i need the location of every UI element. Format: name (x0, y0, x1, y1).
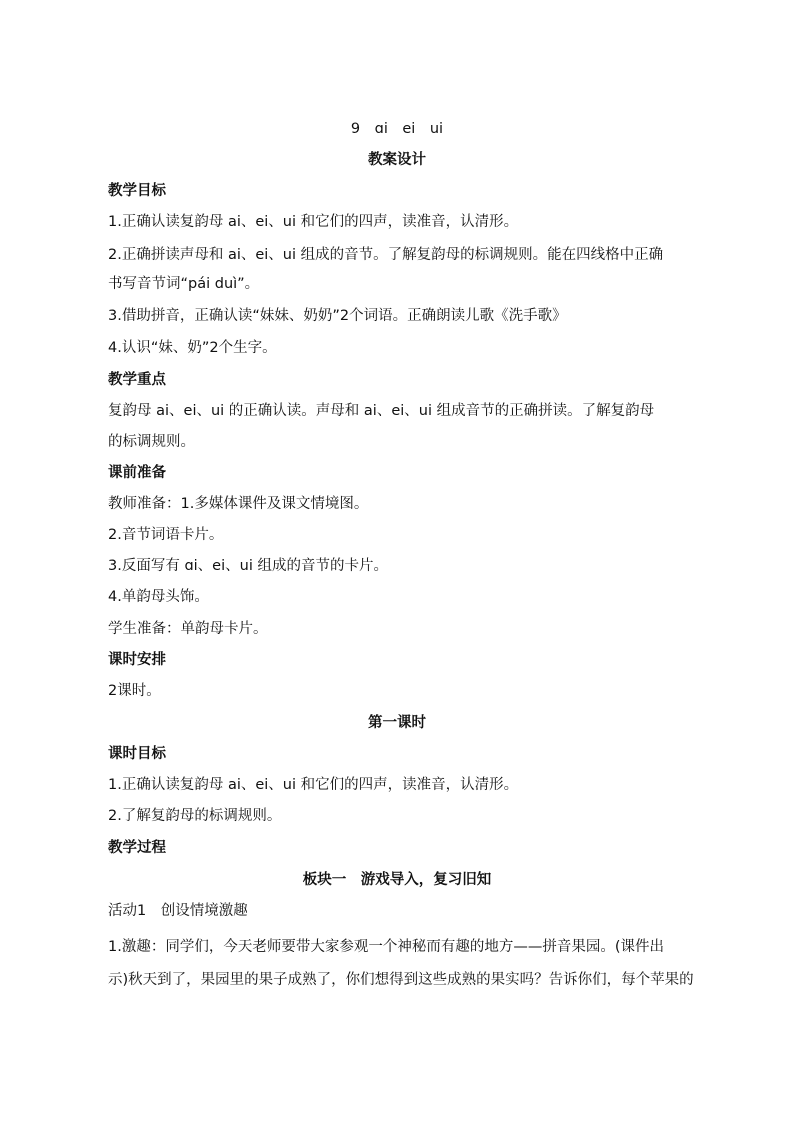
key-points-line-1: 复韵母 ai、ei、ui 的正确认读。声母和 ai、ei、ui 组成音节的正确拼读。了解复韵母 (108, 403, 655, 419)
heading-process: 教学过程 (108, 840, 166, 856)
heading-schedule: 课时安排 (108, 652, 166, 668)
goal-1: 1.正确认读复韵母 ai、ei、ui 和它们的四声，读准音，认清形。 (108, 214, 519, 230)
heading-key-points: 教学重点 (108, 372, 166, 388)
goal-3: 3.借助拼音，正确认读“妹妹、奶奶”2个词语。正确朗读儿歌《洗手歌》 (108, 308, 567, 324)
intro-line-2: 示)秋天到了，果园里的果子成熟了，你们想得到这些成熟的果实吗？告诉你们，每个苹果的 (108, 972, 694, 988)
key-points-line-2: 的标调规则。 (108, 434, 195, 450)
activity-one: 活动1 创设情境激趣 (108, 903, 248, 919)
heading-teaching-goals: 教学目标 (108, 183, 166, 199)
goal-4: 4.认识“妹、奶”2个生字。 (108, 340, 277, 356)
goal-2-line-1: 2.正确拼读声母和 ai、ei、ui 组成的音节。了解复韵母的标调规则。能在四线格中正确 (108, 247, 664, 263)
goal-2-line-2: 书写音节词“pái duì”。 (108, 276, 260, 292)
schedule-hours: 2课时。 (108, 683, 161, 699)
teacher-preparation: 教师准备：1.多媒体课件及课文情境图。 (108, 496, 369, 512)
intro-line-1: 1.激趣：同学们，今天老师要带大家参观一个神秘而有趣的地方——拼音果园。(课件出 (108, 939, 664, 955)
subtitle: 教案设计 (368, 152, 426, 168)
heading-lesson-goals: 课时目标 (108, 746, 166, 762)
lesson-title: 9 ɑi ei ui (350, 121, 444, 137)
preparation-3: 3.反面写有 ɑi、ei、ui 组成的音节的卡片。 (108, 558, 388, 574)
lesson-goal-2: 2.了解复韵母的标调规则。 (108, 808, 282, 824)
block-one-heading: 板块一 游戏导入，复习旧知 (302, 872, 492, 888)
preparation-2: 2.音节词语卡片。 (108, 527, 224, 543)
heading-preparation: 课前准备 (108, 465, 166, 481)
preparation-4: 4.单韵母头饰。 (108, 589, 209, 605)
lesson-one-heading: 第一课时 (368, 715, 426, 731)
lesson-goal-1: 1.正确认读复韵母 ai、ei、ui 和它们的四声，读准音，认清形。 (108, 777, 519, 793)
student-preparation: 学生准备：单韵母卡片。 (108, 621, 268, 637)
